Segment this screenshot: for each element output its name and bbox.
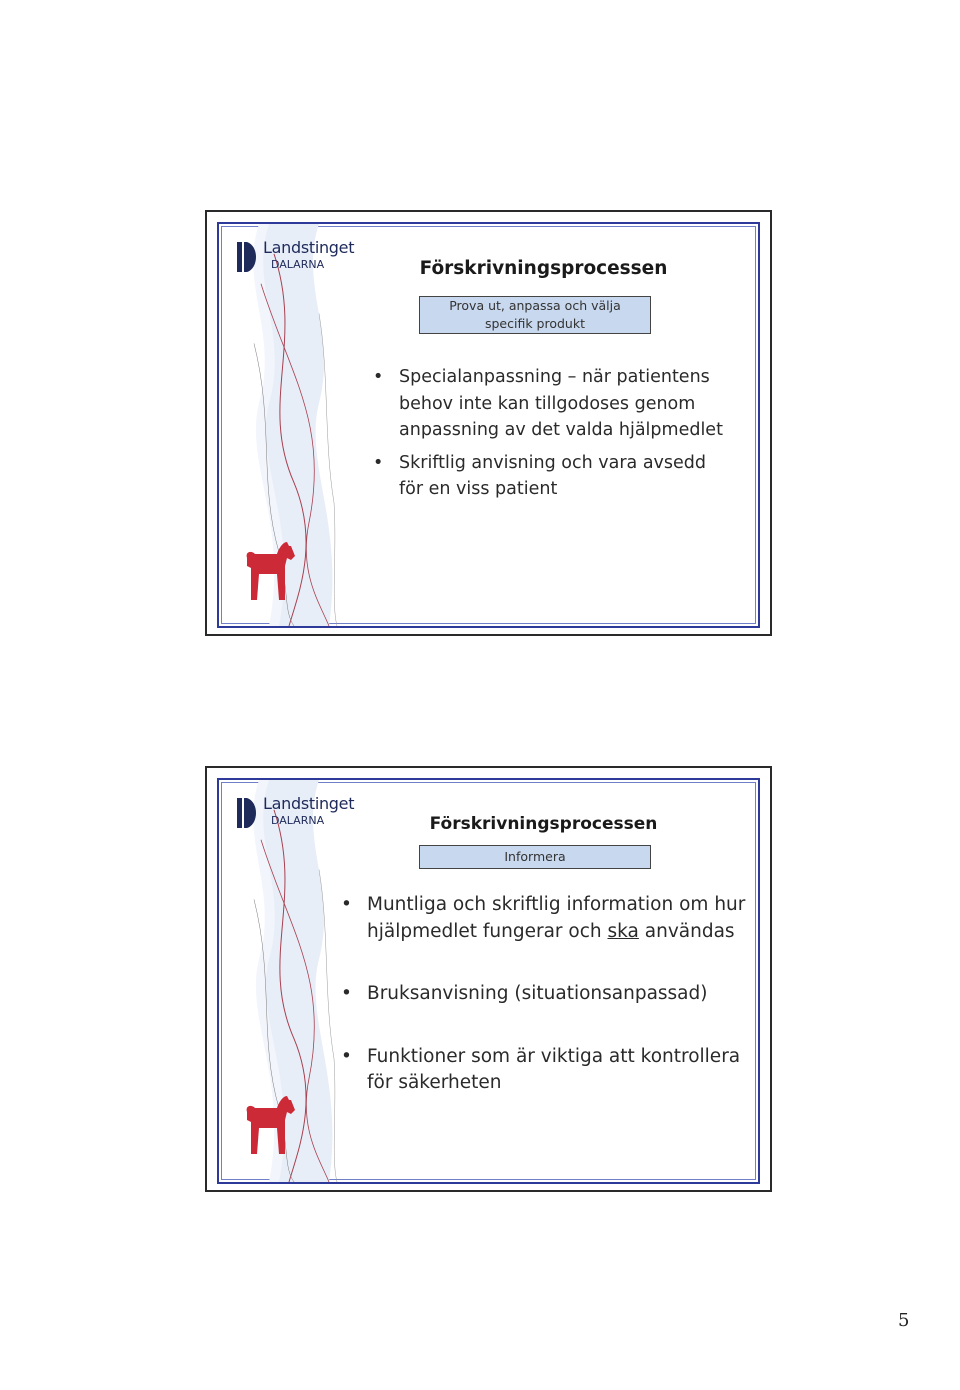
logo bbox=[237, 792, 357, 832]
slide-1-bullet-list bbox=[369, 364, 729, 503]
slide-2-bullet-1-underlined: ska bbox=[607, 920, 639, 942]
slide-2 bbox=[205, 766, 772, 1192]
logo-mark-icon bbox=[237, 798, 259, 828]
slide-1-subtitle-box bbox=[419, 296, 651, 334]
logo-line-2: DALARNA bbox=[271, 258, 325, 271]
dala-horse-icon bbox=[241, 540, 297, 602]
slide-2-subtitle-box bbox=[419, 845, 651, 869]
logo bbox=[237, 236, 357, 276]
dala-horse-icon bbox=[241, 1094, 297, 1156]
slide-1-bullet-2: • Skriftlig anvisning och vara avsedd för en viss patient bbox=[369, 450, 729, 503]
slide-2-bullet-2: • Bruksanvisning (situationsanpassad) bbox=[337, 981, 757, 1008]
slide-1-bullet-1: • Specialanpassning – när patientens behov inte kan tillgodoses genom anpassning av det valda hjälpmedlet bbox=[369, 364, 729, 444]
slide-1 bbox=[205, 210, 772, 636]
slide-1-title: Förskrivningsprocessen bbox=[419, 258, 668, 279]
slide-1-frame bbox=[217, 222, 760, 628]
slide-1-subtitle-line-2: specifik produkt bbox=[484, 316, 585, 331]
slide-2-bullet-1-text: Muntliga och skriftlig information om hur hjälpmedlet fungerar och bbox=[367, 894, 746, 942]
page-number: 5 bbox=[898, 1310, 910, 1331]
slide-2-bullet-1 bbox=[337, 892, 757, 945]
logo-line-1: Landstinget bbox=[263, 794, 355, 813]
slide-2-bullet-1-text-end: användas bbox=[638, 920, 735, 942]
slide-2-title: Förskrivningsprocessen bbox=[429, 814, 658, 834]
slide-2-subtitle: Informera bbox=[504, 849, 566, 864]
logo-line-2: DALARNA bbox=[271, 814, 325, 827]
logo-line-1: Landstinget bbox=[263, 238, 355, 257]
logo-mark-icon bbox=[237, 242, 259, 272]
slide-2-frame bbox=[217, 778, 760, 1184]
slide-1-subtitle-line-1: Prova ut, anpassa och välja bbox=[449, 298, 621, 313]
slide-2-bullet-3: • Funktioner som är viktiga att kontrollera för säkerheten bbox=[337, 1044, 757, 1097]
slide-2-bullet-list bbox=[337, 892, 757, 1097]
